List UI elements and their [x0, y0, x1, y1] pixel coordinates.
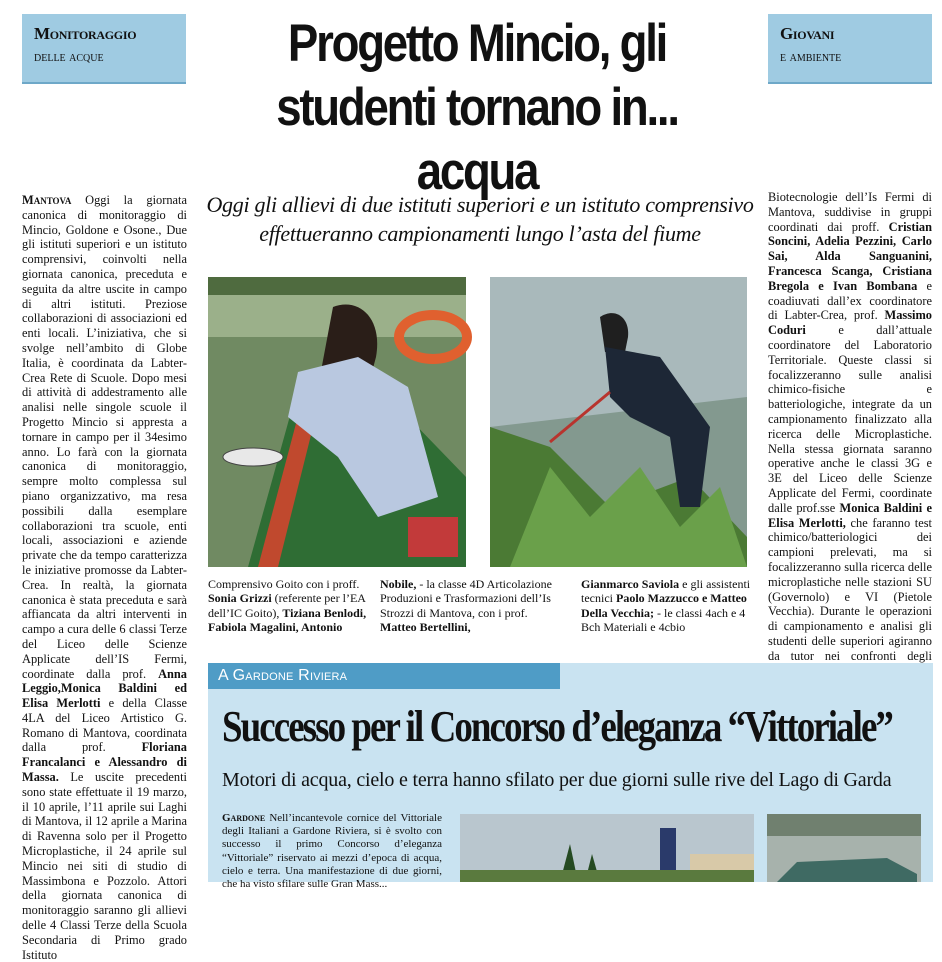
article-headline	[230, 12, 724, 204]
text-run: (referente per l’EA dell’IC Goito),	[208, 591, 366, 620]
dateline: Mantova	[22, 193, 72, 207]
photo-illustration	[460, 814, 754, 882]
section-tag-subtitle: delle acque	[34, 50, 104, 65]
text-run: e coadiuvati dall’ex coordinatore di Labter-Crea, prof.	[768, 278, 932, 323]
photo-vittoriale-garden	[460, 814, 754, 882]
gardone-body	[222, 812, 442, 891]
section-tag-title: Giovani	[780, 24, 835, 43]
bold-name-run: Massimo Coduri	[768, 308, 932, 338]
text-run: e della Classe 4LA del Liceo Artistico G. Romano di Mantova, coordinata dalla prof.	[22, 696, 187, 755]
photo-student-sampling-boat	[208, 277, 466, 567]
gardone-subheadline: Motori di acqua, cielo e terra hanno sfilato per due giorni sulle rive del Lago di Garda	[222, 769, 892, 791]
bold-name-run: Cristian Soncini, Adelia Pezzini, Carlo Sai, Alda Sanguanini, Francesca Scanga, Cristiana Bregola e Ivan Bombana	[768, 219, 932, 293]
text-run: Comprensivo Goito con i proff.	[208, 577, 360, 591]
column-text	[22, 193, 187, 962]
text-run: - le classi 4ach e 4 Bch Materiali e 4cbio	[581, 605, 746, 635]
text-run: e dall’attuale coordinatore del Laboratorio Territoriale. Queste classi si focalizzeranno sulle analisi chimico-fisiche e batteriologiche, integrate da un campionamento finalizzato alla ricerca delle Microplastiche. Nella stessa giornata saranno operative anche le classi 3G e 3E del Liceo delle Scienze Applicate del Fermi, coordinate dalle prof.sse	[768, 323, 932, 515]
bold-name-run: Sonia Grizzi	[208, 591, 272, 606]
dateline: Gardone	[222, 812, 266, 824]
text-run: Le uscite precedenti sono state effettuate il 19 marzo, il 10 aprile, l’11 aprile sui Laghi di Mantova, il 12 aprile a Marina di Ravenna solo per il Progetto Microplastiche, il 24 aprile sul Mincio nei siti di studio di Massimbona e Pozzolo. Attori della giornata canonica di monitoraggio saranno gli allievi delle 4 Classi Terze della Scuola Secondaria di Primo grado Istituto	[22, 770, 187, 962]
text-run: Biotecnologie dell’Is Fermi di Mantova, suddivise in gruppi coordinati dai proff.	[768, 190, 932, 234]
photo-illustration	[208, 277, 466, 567]
article-column-left	[22, 193, 187, 962]
headline-line-1: Progetto Mincio, gli	[287, 14, 667, 73]
section-tag-left	[22, 14, 186, 84]
text-run: che faranno test chimico/batteriologici dei campioni prelevati, ma si focalizzeranno sulla ricerca delle microplastiche nelle stazioni SU (Governolo) e VI (Pietole Vecchia). Durante le operazioni di campionamento e analisi gli studenti delle superiori agiranno da tutor nei confronti degli	[768, 515, 932, 663]
bold-name-run: Matteo Bertellini,	[380, 620, 471, 635]
photo-caption	[380, 577, 562, 635]
photo-vintage-car	[767, 814, 921, 882]
bold-name-run: Nobile,	[380, 577, 417, 591]
bold-name-run: Tiziana Benlodi, Fabiola Magalini, Antonio	[208, 605, 367, 635]
section-tag-right	[768, 14, 932, 84]
text-run: Oggi la giornata canonica di monitoraggio di Mincio, Goldone e Osone., Due gli istituti superiori e un istituto comprensivi, coinvolti nella giornata canonica, preceduta e seguita da altre uscite in campo di altri istituti. Preziose collaborazioni di associazioni ed enti locali. L’iniziativa, che si svolge nell’ambito di Globe Italia, è coordinata da Labter-Crea Rete di Scuole. Dopo mesi di attività di addestramento alle analisi nelle singole scuole il Progetto Mincio si appresta a tornare in campo per il 34esimo anno. Lo farà con la giornata canonica di monitoraggio, sempre molto complessa sul piano organizzativo, ma resa possibili dalla esemplare collaborazioni tra scuole, enti locali, associazioni e aziende private che da tempo caratterizza le iniziative promosse da Labter-Crea. In realtà, la giornata canonica è stata preceduta e sarà affiancata da altri interventi in campo a cura delle 6 classi Terze del Liceo delle Scienze Applicate dell’IS Fermi, coordinate dalla prof.	[22, 193, 187, 681]
photo-caption	[581, 577, 751, 635]
photo-caption	[208, 577, 376, 635]
bold-name-run: Monica Baldini e Elisa Merlotti,	[768, 500, 933, 530]
headline-line-2: studenti tornano in... acqua	[276, 78, 678, 201]
photo-illustration	[767, 814, 921, 882]
photo-illustration	[490, 277, 747, 567]
gardone-body-text: Nell’incantevole cornice del Vittoriale degli Italiani a Gardone Riviera, si è svolto con successo il primo Concorso d’eleganza “Vittoriale” riservato ai mezzi d’epoca di acqua, cielo e terra. Una manifestazione di due giorni, che ha visto sfilare sulle Gran Mass...	[222, 812, 442, 891]
gardone-section-tag: A Gardone Riviera	[208, 663, 560, 689]
bold-name-run: Paolo Mazzucco e Matteo Della Vecchia;	[581, 591, 747, 620]
photo-student-riverbank	[490, 277, 747, 567]
gardone-headline: Successo per il Concorso d’eleganza “Vittoriale”	[222, 702, 892, 751]
bold-name-run: Floriana Francalanci e Alessandro di Massa.	[22, 740, 187, 785]
section-tag-subtitle: e ambiente	[780, 50, 842, 65]
article-column-right	[768, 190, 932, 693]
bold-name-run: Anna Leggio,Monica Baldini ed Elisa Merlotti	[22, 666, 187, 711]
article-subheadline: Oggi gli allievi di due istituti superiori e un istituto comprensivo effettueranno campionamenti lungo l’asta del fiume	[206, 192, 754, 246]
section-tag-title: Monitoraggio	[34, 24, 137, 43]
bold-name-run: Gianmarco Saviola	[581, 577, 680, 591]
text-run: e gli assistenti tecnici	[581, 577, 751, 606]
text-run: - la classe 4D Articolazione Produzioni e Trasformazioni dell’Is Strozzi di Mantova, con i prof.	[380, 577, 552, 620]
